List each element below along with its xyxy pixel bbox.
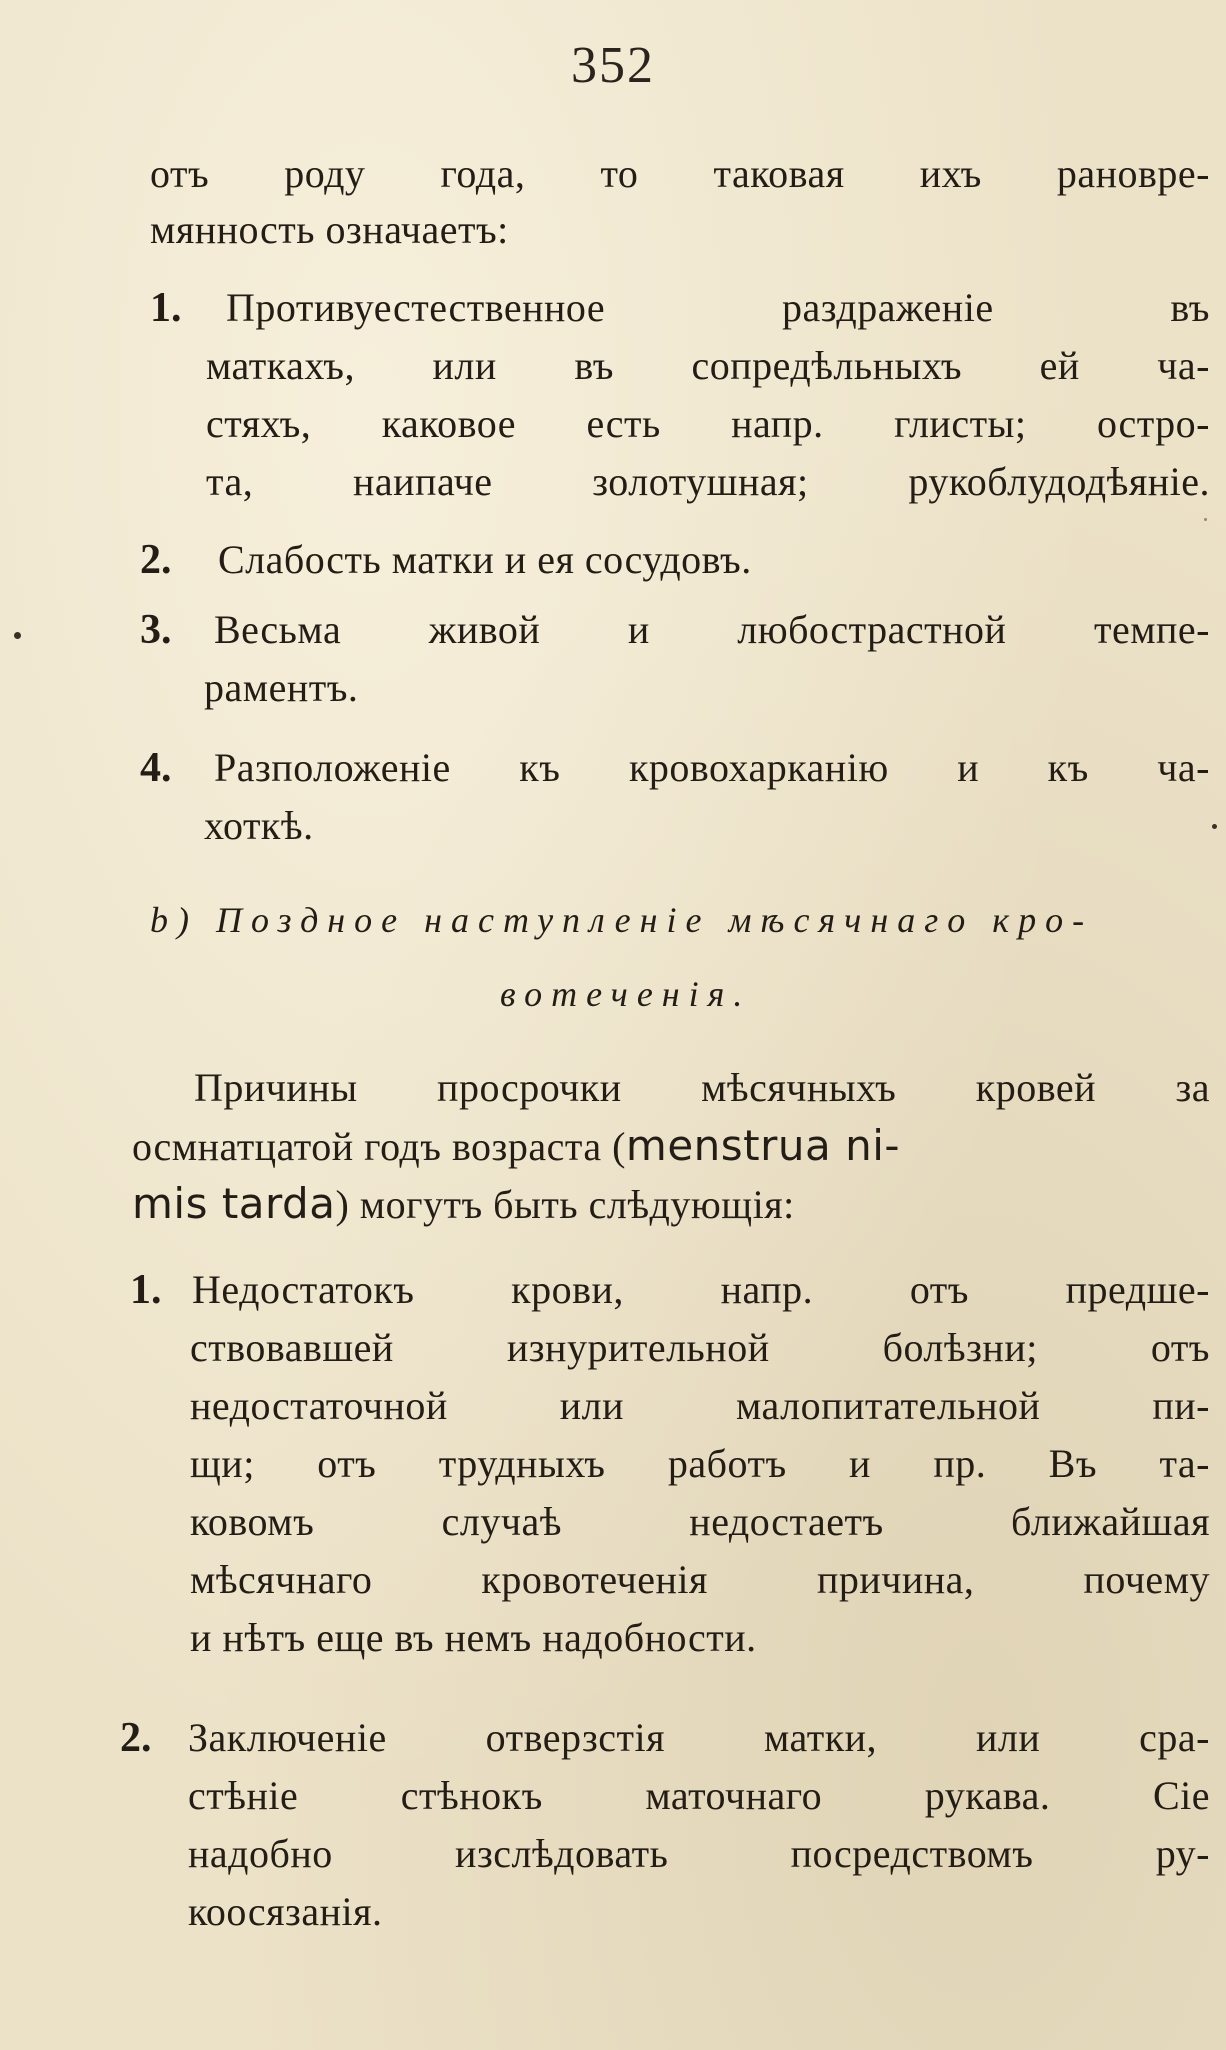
- text-fragment: осмнатцатой годъ возраста (: [132, 1124, 626, 1169]
- text-line: ковомъ случаѣ недостаетъ ближайшая: [190, 1499, 1210, 1544]
- text-line: мянность означаетъ:: [150, 207, 509, 252]
- latin-term: menstrua ni-: [625, 1121, 901, 1170]
- text-line: Недостатокъ крови, напр. отъ предше-: [192, 1267, 1210, 1312]
- text-line: Весьма живой и любострастной темпе-: [214, 607, 1210, 652]
- paper-speck: [1204, 518, 1207, 521]
- page-number: 352: [571, 37, 655, 94]
- list-item-number: 2.: [120, 1715, 152, 1761]
- text-line: стѣніе стѣнокъ маточнаго рукава. Сіе: [188, 1773, 1210, 1818]
- text-line: стяхъ, каковое есть напр. глисты; остро-: [206, 401, 1210, 446]
- section-heading: b) Позднoе наступленіе мѣсячнаго кро-: [150, 900, 1094, 940]
- text-line: Причины просрочки мѣсячныхъ кровей за: [194, 1065, 1210, 1110]
- text-line: надобно изслѣдовать посредствомъ ру-: [188, 1831, 1210, 1876]
- latin-term: mis tarda: [132, 1179, 336, 1228]
- text-line: Противуестественное раздраженіе въ: [226, 285, 1210, 330]
- list-item-number: 3.: [140, 607, 172, 653]
- list-item-number: 1.: [150, 285, 182, 331]
- section-heading-continuation: вотеченія.: [500, 974, 752, 1014]
- text-line: маткахъ, или въ сопредѣльныхъ ей ча-: [206, 343, 1210, 388]
- paper-speck: [1212, 824, 1217, 829]
- text-line: коосязанія.: [188, 1889, 383, 1934]
- list-item-number: 2.: [140, 537, 172, 583]
- text-fragment: ) могутъ быть слѣдующія:: [335, 1182, 795, 1227]
- text-line: ствовавшей изнурительной болѣзни; отъ: [190, 1325, 1210, 1370]
- text-line: хоткѣ.: [204, 803, 314, 848]
- text-line: [132, 1122, 1210, 1171]
- paper-speck: [14, 632, 21, 639]
- text-line: та, наипаче золотушная; рукоблудодѣяніе.: [206, 459, 1210, 504]
- text-line: Заключеніе отверзстія матки, или сра-: [188, 1715, 1210, 1760]
- text-line: раментъ.: [204, 665, 359, 710]
- text-line: [132, 1180, 795, 1229]
- text-line: мѣсячнаго кровотеченія причина, почему: [190, 1557, 1210, 1602]
- text-line: отъ роду года, то таковая ихъ рановре-: [150, 151, 1210, 196]
- list-item-number: 1.: [130, 1267, 162, 1313]
- text-line: щи; отъ трудныхъ работъ и пр. Въ та-: [190, 1441, 1210, 1486]
- text-line: Слабость матки и ея сосудовъ.: [218, 537, 752, 582]
- text-line: и нѣтъ еще въ немъ надобности.: [190, 1615, 757, 1660]
- text-line: недостаточной или малопитательной пи-: [190, 1383, 1210, 1428]
- text-line: Разположеніе къ кровохарканію и къ ча-: [214, 745, 1210, 790]
- list-item-number: 4.: [140, 745, 172, 791]
